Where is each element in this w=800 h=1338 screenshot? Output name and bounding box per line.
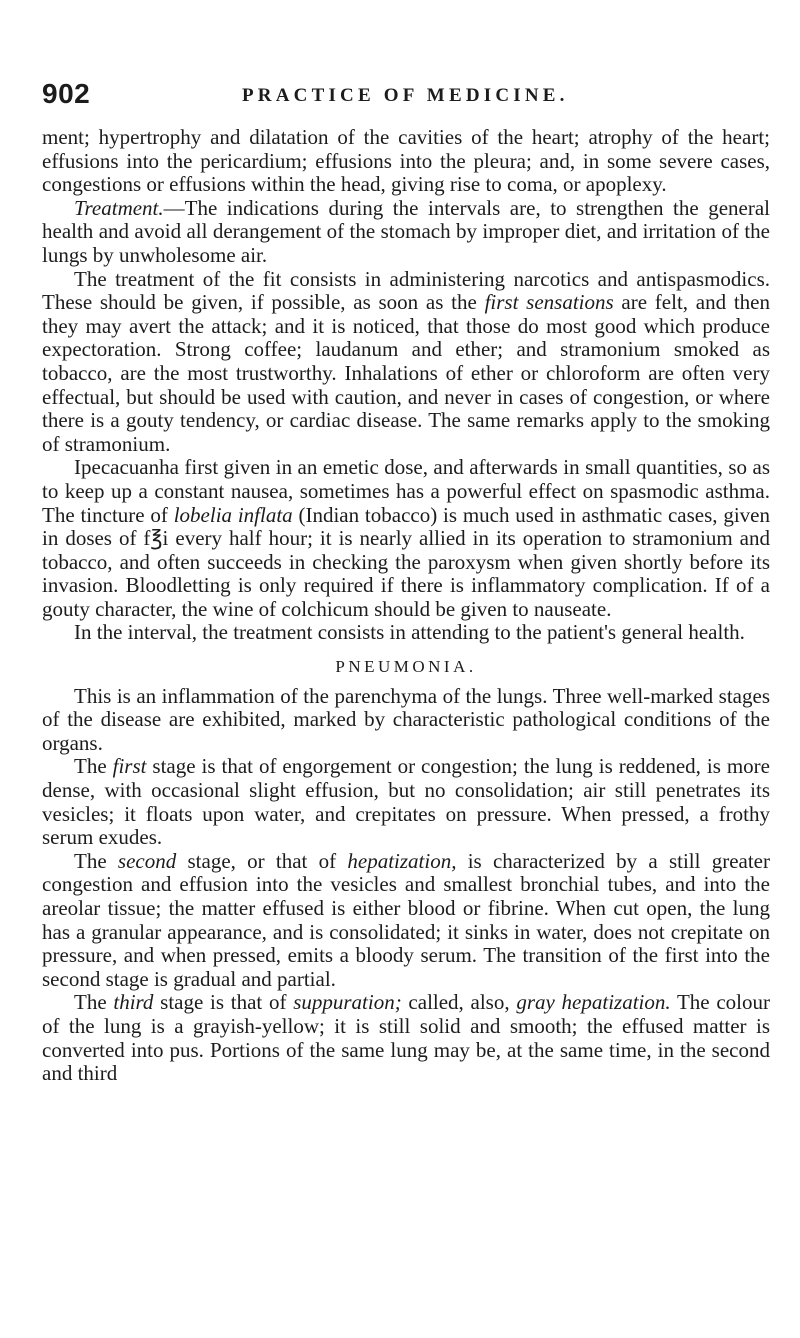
running-head <box>42 78 770 114</box>
running-title: PRACTICE OF MEDICINE. <box>242 85 569 106</box>
book-page <box>42 0 770 1338</box>
paragraph-interval: In the interval, the treatment consists in attending to the patient's general health. <box>74 620 745 645</box>
section-heading-pneumonia: PNEUMONIA. <box>335 657 477 677</box>
paragraph-treatment: Treatment.—The indications during the intervals are, to strengthen the general health and avoid all derangement of the stomach by improper diet, and irritation of the lungs by unwholesome air. <box>42 195 770 267</box>
paragraph-pneumonia-intro: This is an inflammation of the parenchyma of the lungs. Three well-marked stages of the disease are exhibited, marked by characteristic pathological conditions of the organs. <box>42 683 770 755</box>
paragraph-continuation: ment; hypertrophy and dilatation of the cavities of the heart; atrophy of the heart; effusions into the pericardium; effusions into the pleura; and, in some severe cases, congestions or effusions within the head, giving rise to coma, or apoplexy. <box>42 125 770 197</box>
paragraph-fit-treatment: The treatment of the fit consists in administering narcotics and antispasmodics. These should be given, if possible, as soon as the first sensations are felt, and then they may avert the attack; and it is noticed, that those do most good which produce expectoration. Strong coffee; laudanum and ether; and stramonium smoked as tobacco, are the most trustworthy. Inhalations of ether or chloroform are often very effectual, but should be used with caution, and never in cases of congestion, or where there is a gouty tendency, or cardiac disease. The same remarks apply to the smoking of stramonium. <box>42 266 770 456</box>
paragraph-ipecacuanha: Ipecacuanha first given in an emetic dose, and afterwards in small quantities, so as to keep up a constant nausea, sometimes has a powerful effect on spasmodic asthma. The tincture of lobelia inflata (Indian tobacco) is much used in asthmatic cases, given in doses of f℥i every half hour; it is nearly allied in its operation to stramonium and tobacco, and often succeeds in checking the paroxysm when given shortly before its invasion. Bloodletting is only required if there is inflammatory complication. If of a gouty character, the wine of colchicum should be given to nauseate. <box>42 455 771 621</box>
treatment-label: Treatment. <box>74 195 164 220</box>
paragraph-first-stage: The first stage is that of engorgement or congestion; the lung is reddened, is more dense, with occasional slight effusion, but no consolidation; air still penetrates its vesicles; it floats upon water, and crepitates on pressure. When pressed, a frothy serum exudes. <box>42 754 770 850</box>
paragraph-third-stage: The third stage is that of suppuration; called, also, gray hepatization. The colour of the lung is a grayish-yellow; it is still solid and smooth; the effused matter is converted into pus. Portions of the same lung may be, at the same time, in the second and third <box>42 990 770 1086</box>
body-text <box>42 126 770 1086</box>
page-number: 902 <box>42 78 91 109</box>
paragraph-second-stage: The second stage, or that of hepatization, is characterized by a still greater congestion and effusion into the vesicles and smallest bronchial tubes, and into the areolar tissue; the matter effused is either blood or fibrine. When cut open, the lung has a granular appearance, and is consolidated; it sinks in water, does not crepitate on pressure, and when pressed, emits a bloody serum. The transition of the first into the second stage is gradual and partial. <box>42 848 770 991</box>
